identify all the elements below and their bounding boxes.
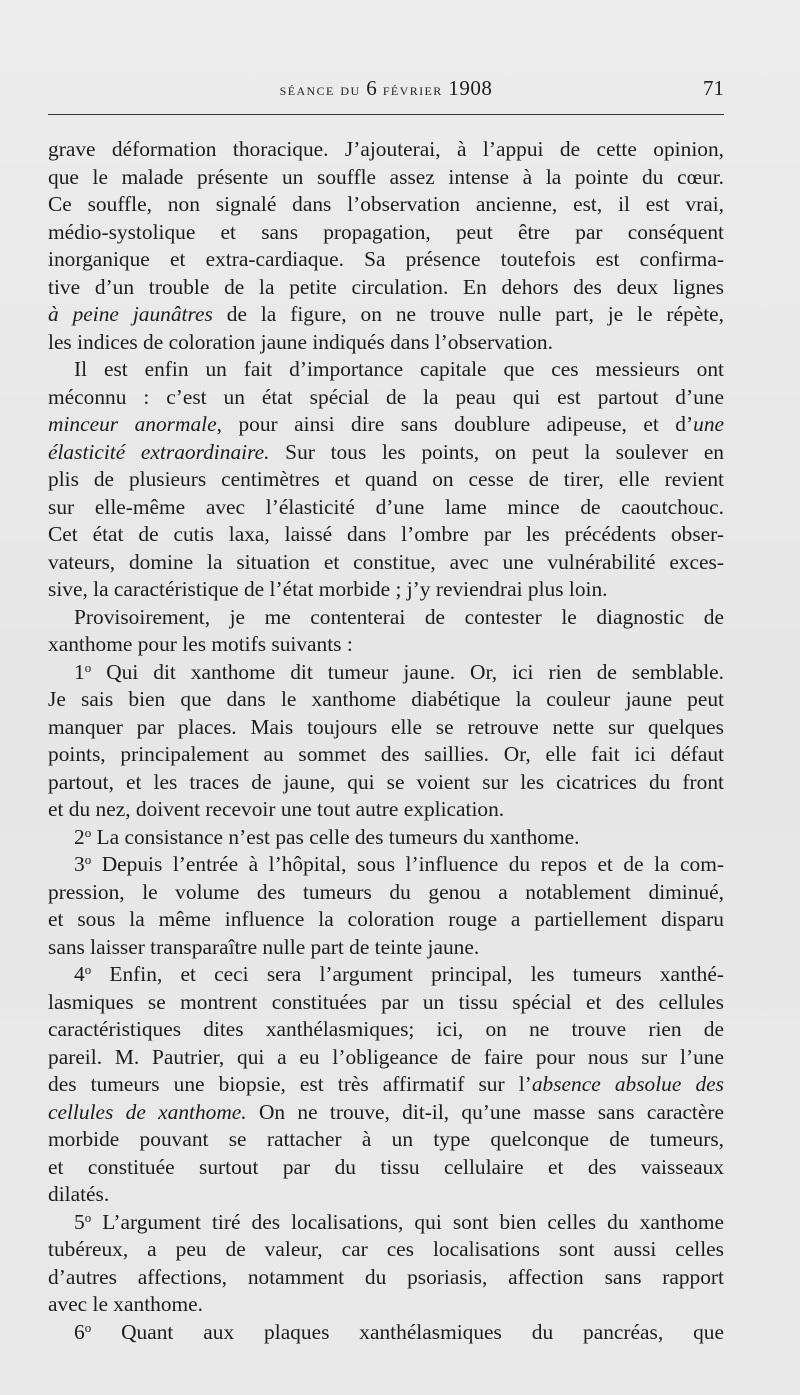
text-run: méconnu : c’est un état spécial de la peau qui est partout d’une: [48, 384, 724, 409]
text-run: Enfin, et ceci sera l’argument principal, les tumeurs xanthé-: [91, 962, 724, 986]
italic-run: élasticité extraordinaire.: [48, 439, 270, 464]
text-line: [48, 1264, 724, 1292]
text-line: [48, 879, 724, 907]
text-line: [48, 466, 724, 494]
text-line: [48, 549, 724, 577]
ordinal-superscript: o: [84, 962, 92, 977]
text-run: 1: [74, 659, 85, 684]
text-line: [48, 934, 724, 962]
text-run: de la figure, on ne trouve nulle part, je le répète,: [212, 302, 724, 326]
text-line: [48, 164, 724, 192]
text-line: [48, 219, 724, 247]
text-line: [48, 439, 724, 467]
ordinal-superscript: o: [84, 1319, 92, 1335]
text-line: [48, 1236, 724, 1264]
text-run: plis de plusieurs centimètres et quand on cesse de tirer, elle revient: [48, 467, 724, 491]
text-run: Quant aux plaques xanthélasmiques du pancréas, que: [91, 1319, 724, 1344]
text-line: [48, 631, 724, 659]
text-run: points, principalement au sommet des saillies. Or, elle fait ici défaut: [48, 742, 724, 766]
text-line: [48, 1126, 724, 1154]
ordinal-superscript: o: [84, 824, 92, 840]
text-run: grave déformation thoracique. J’ajouterai, à l’appui de cette opinion,: [48, 137, 724, 161]
text-line: [48, 356, 724, 384]
ordinal-superscript: o: [84, 659, 92, 675]
text-run: On ne trouve, dit-il, qu’une masse sans caractère: [246, 1099, 724, 1124]
text-line: [48, 384, 724, 412]
header-rule: [48, 114, 724, 115]
text-run: que le malade présente un souffle assez intense à la pointe du cœur.: [48, 164, 724, 189]
text-run: Je sais bien que dans le xanthome diabétique la couleur jaune peut: [48, 687, 724, 711]
text-run: d’autres affections, notamment du psoriasis, affection sans rapport: [48, 1264, 724, 1289]
text-run: Ce souffle, non signalé dans l’observation ancienne, est, il est vrai,: [48, 192, 724, 216]
text-run: sur elle-même avec l’élasticité d’une lame mince de caoutchouc.: [48, 494, 724, 519]
text-line: [48, 1099, 724, 1127]
text-run: morbide pouvant se rattacher à un type quelconque de tumeurs,: [48, 1127, 724, 1151]
text-line: [48, 246, 724, 274]
text-line: [48, 961, 724, 989]
text-run: Depuis l’entrée à l’hôpital, sous l’influence du repos et de la com-: [91, 852, 724, 876]
text-line: [48, 989, 724, 1017]
text-run: Cet état de cutis laxa, laissé dans l’ombre par les précédents obser-: [48, 522, 724, 546]
italic-run: minceur anormale: [48, 412, 217, 436]
title-year: 1908: [448, 76, 493, 100]
text-run: 3: [74, 852, 85, 876]
text-line: [48, 1181, 724, 1209]
text-run: Qui dit xanthome dit tumeur jaune. Or, ici rien de semblable.: [91, 659, 724, 684]
text-run: Il est enfin un fait d’importance capitale que ces messieurs ont: [74, 357, 724, 381]
text-line: [48, 301, 724, 329]
text-line: [48, 576, 724, 604]
text-run: des tumeurs une biopsie, est très affirmatif sur l’: [48, 1072, 532, 1096]
page-number: 71: [703, 76, 724, 100]
text-run: et constituée surtout par du tissu cellulaire et des vaisseaux: [48, 1154, 724, 1179]
italic-run: une: [693, 412, 725, 436]
text-line: [48, 1291, 724, 1319]
text-run: Sur tous les points, on peut la soulever en: [269, 439, 725, 464]
text-line: [48, 1319, 724, 1347]
title-day: 6: [366, 76, 378, 100]
italic-run: absence absolue des: [531, 1072, 724, 1096]
text-line: [48, 714, 724, 742]
text-run: lasmiques se montrent constituées par un tissu spécial et des cellules: [48, 989, 724, 1014]
text-run: pression, le volume des tumeurs du genou a notablement diminué,: [48, 879, 724, 904]
text-line: [48, 329, 724, 357]
text-line: [48, 1071, 724, 1099]
text-run: tive d’un trouble de la petite circulation. En dehors des deux lignes: [48, 274, 724, 299]
text-line: [48, 906, 724, 934]
text-line: [48, 136, 724, 164]
text-line: [48, 1044, 724, 1072]
text-run: inorganique et extra-cardiaque. Sa présence toutefois est confirma-: [48, 247, 724, 271]
italic-run: cellules de xanthome.: [48, 1099, 247, 1124]
text-line: [48, 796, 724, 824]
text-run: et sous la même influence la coloration rouge a partiellement disparu: [48, 907, 724, 931]
text-run: dilatés.: [48, 1182, 110, 1206]
title-prefix: séance du: [279, 80, 361, 99]
text-run: 5: [74, 1209, 85, 1234]
text-line: [48, 851, 724, 879]
text-run: et du nez, doivent recevoir une tout autre explication.: [48, 797, 505, 821]
text-run: tubéreux, a peu de valeur, car ces localisations sont aussi celles: [48, 1237, 724, 1261]
text-run: pareil. M. Pautrier, qui a eu l’obligeance de faire pour nous sur l’une: [48, 1044, 724, 1069]
text-run: L’argument tiré des localisations, qui sont bien celles du xanthome: [91, 1209, 724, 1234]
text-line: [48, 1016, 724, 1044]
running-title: [48, 76, 724, 101]
ordinal-superscript: o: [84, 852, 92, 867]
text-line: [48, 411, 724, 439]
text-line: [48, 824, 724, 852]
title-month: février: [382, 80, 443, 99]
text-run: 4: [74, 962, 85, 986]
text-line: [48, 1154, 724, 1182]
text-run: caractéristiques dites xanthélasmiques; ici, on ne trouve rien de: [48, 1017, 724, 1041]
text-run: La consistance n’est pas celle des tumeurs du xanthome.: [91, 824, 580, 849]
text-run: les indices de coloration jaune indiqués dans l’observation.: [48, 329, 553, 354]
text-line: [48, 191, 724, 219]
text-run: partout, et les traces de jaune, qui se voient sur les cicatrices du front: [48, 769, 724, 794]
text-run: sive, la caractéristique de l’état morbide ; j’y reviendrai plus loin.: [48, 577, 608, 601]
text-run: 2: [74, 824, 85, 849]
text-line: [48, 659, 724, 687]
ordinal-superscript: o: [84, 1209, 92, 1225]
text-line: [48, 1209, 724, 1237]
text-run: , pour ainsi dire sans doublure adipeuse, et d’: [216, 412, 694, 436]
text-line: [48, 274, 724, 302]
text-run: vateurs, domine la situation et constitue, avec une vulnérabilité exces-: [48, 549, 724, 574]
text-line: [48, 494, 724, 522]
text-line: [48, 769, 724, 797]
running-head: [48, 76, 724, 106]
text-line: [48, 521, 724, 549]
text-line: [48, 741, 724, 769]
italic-run: à peine jaunâtres: [48, 302, 213, 326]
text-run: manquer par places. Mais toujours elle se retrouve nette sur quelques: [48, 714, 724, 739]
text-run: Provisoirement, je me contenterai de contester le diagnostic de: [74, 604, 724, 629]
text-line: [48, 686, 724, 714]
text-run: avec le xanthome.: [48, 1292, 204, 1316]
text-run: médio-systolique et sans propagation, peut être par conséquent: [48, 219, 724, 244]
text-run: 6: [74, 1319, 85, 1344]
text-run: xanthome pour les motifs suivants :: [48, 632, 353, 656]
body-text: [48, 136, 724, 1346]
text-line: [48, 604, 724, 632]
text-run: sans laisser transparaître nulle part de teinte jaune.: [48, 934, 480, 959]
